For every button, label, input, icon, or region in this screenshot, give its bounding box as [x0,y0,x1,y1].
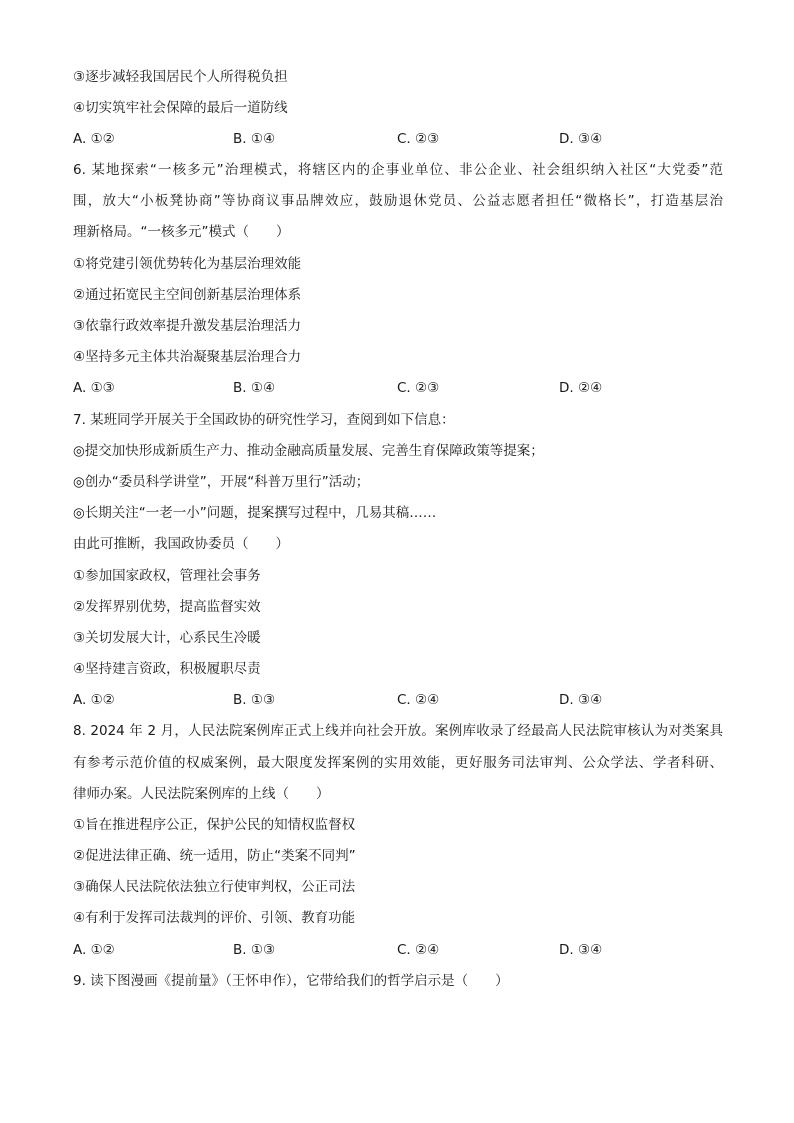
q6-stem-line-3: 理新格局。“一核多元”模式（ ） [73,224,290,240]
q7-info-3: ◎长期关注“一老一小”问题，提案撰写过程中，几易其稿…… [73,505,437,521]
q6-item-1: ①将党建引领优势转化为基层治理效能 [73,256,302,272]
q6-stem-line-1: 6. 某地探索“一核多元”治理模式，将辖区内的企事业单位、非公企业、社会组织纳入社区“大党委”范 [73,162,723,178]
q7-option-c: C. ②④ [397,692,440,708]
q6-option-d: D. ②④ [559,380,603,396]
q5-option-d: D. ③④ [559,131,603,147]
q7-info-2: ◎创办“委员科学讲堂”，开展“科普万里行”活动； [73,474,370,490]
q8-option-a: A. ①② [73,942,115,958]
q8-stem-line-3: 律师办案。人民法院案例库的上线（ ） [73,786,330,802]
q7-item-1: ①参加国家政权，管理社会事务 [73,568,261,584]
q5-option-b: B. ①④ [233,131,276,147]
q8-item-3: ③确保人民法院依法独立行使审判权，公正司法 [73,879,356,895]
q5-item-4: ④切实筑牢社会保障的最后一道防线 [73,100,288,116]
q6-option-c: C. ②③ [397,380,440,396]
q8-item-4: ④有利于发挥司法裁判的评价、引领、教育功能 [73,910,356,926]
q5-option-a: A. ①② [73,131,115,147]
q6-item-4: ④坚持多元主体共治凝聚基层治理合力 [73,349,302,365]
q6-item-3: ③依靠行政效率提升激发基层治理活力 [73,318,302,334]
q5-item-3: ③逐步减轻我国居民个人所得税负担 [73,69,288,85]
q7-option-b: B. ①③ [233,692,276,708]
q6-item-2: ②通过拓宽民主空间创新基层治理体系 [73,287,302,303]
q6-option-b: B. ①④ [233,380,276,396]
q7-option-a: A. ①② [73,692,115,708]
q7-stem: 7. 某班同学开展关于全国政协的研究性学习，查阅到如下信息： [73,412,455,428]
q8-stem-line-2: 有参考示范价值的权威案例，最大限度发挥案例的实用效能，更好服务司法审判、公众学法、学者科研、 [73,755,723,771]
q6-stem-line-2: 围，放大“小板凳协商”等协商议事品牌效应，鼓励退休党员、公益志愿者担任“微格长”，打造基层治 [73,193,723,209]
q5-option-c: C. ②③ [397,131,440,147]
q7-item-2: ②发挥界别优势，提高监督实效 [73,599,261,615]
q7-item-4: ④坚持建言资政，积极履职尽责 [73,661,261,677]
q7-info-1: ◎提交加快形成新质生产力、推动金融高质量发展、完善生育保障政策等提案； [73,443,544,459]
q8-item-1: ①旨在推进程序公正，保护公民的知情权监督权 [73,817,356,833]
q8-stem-line-1: 8. 2024 年 2 月，人民法院案例库正式上线并向社会开放。案例库收录了经最高人民法院审核认为对类案具 [73,723,723,739]
q8-item-2: ②促进法律正确、统一适用，防止“类案不同判” [73,848,356,864]
q7-question: 由此可推断，我国政协委员（ ） [73,536,289,552]
q7-option-d: D. ③④ [559,692,603,708]
q8-option-d: D. ③④ [559,942,603,958]
q6-option-a: A. ①③ [73,380,115,396]
q7-item-3: ③关切发展大计，心系民生冷暖 [73,630,261,646]
q8-option-b: B. ①③ [233,942,276,958]
q9-stem: 9. 读下图漫画《提前量》（王怀申作），它带给我们的哲学启示是（ ） [73,973,509,989]
q8-option-c: C. ②④ [397,942,440,958]
